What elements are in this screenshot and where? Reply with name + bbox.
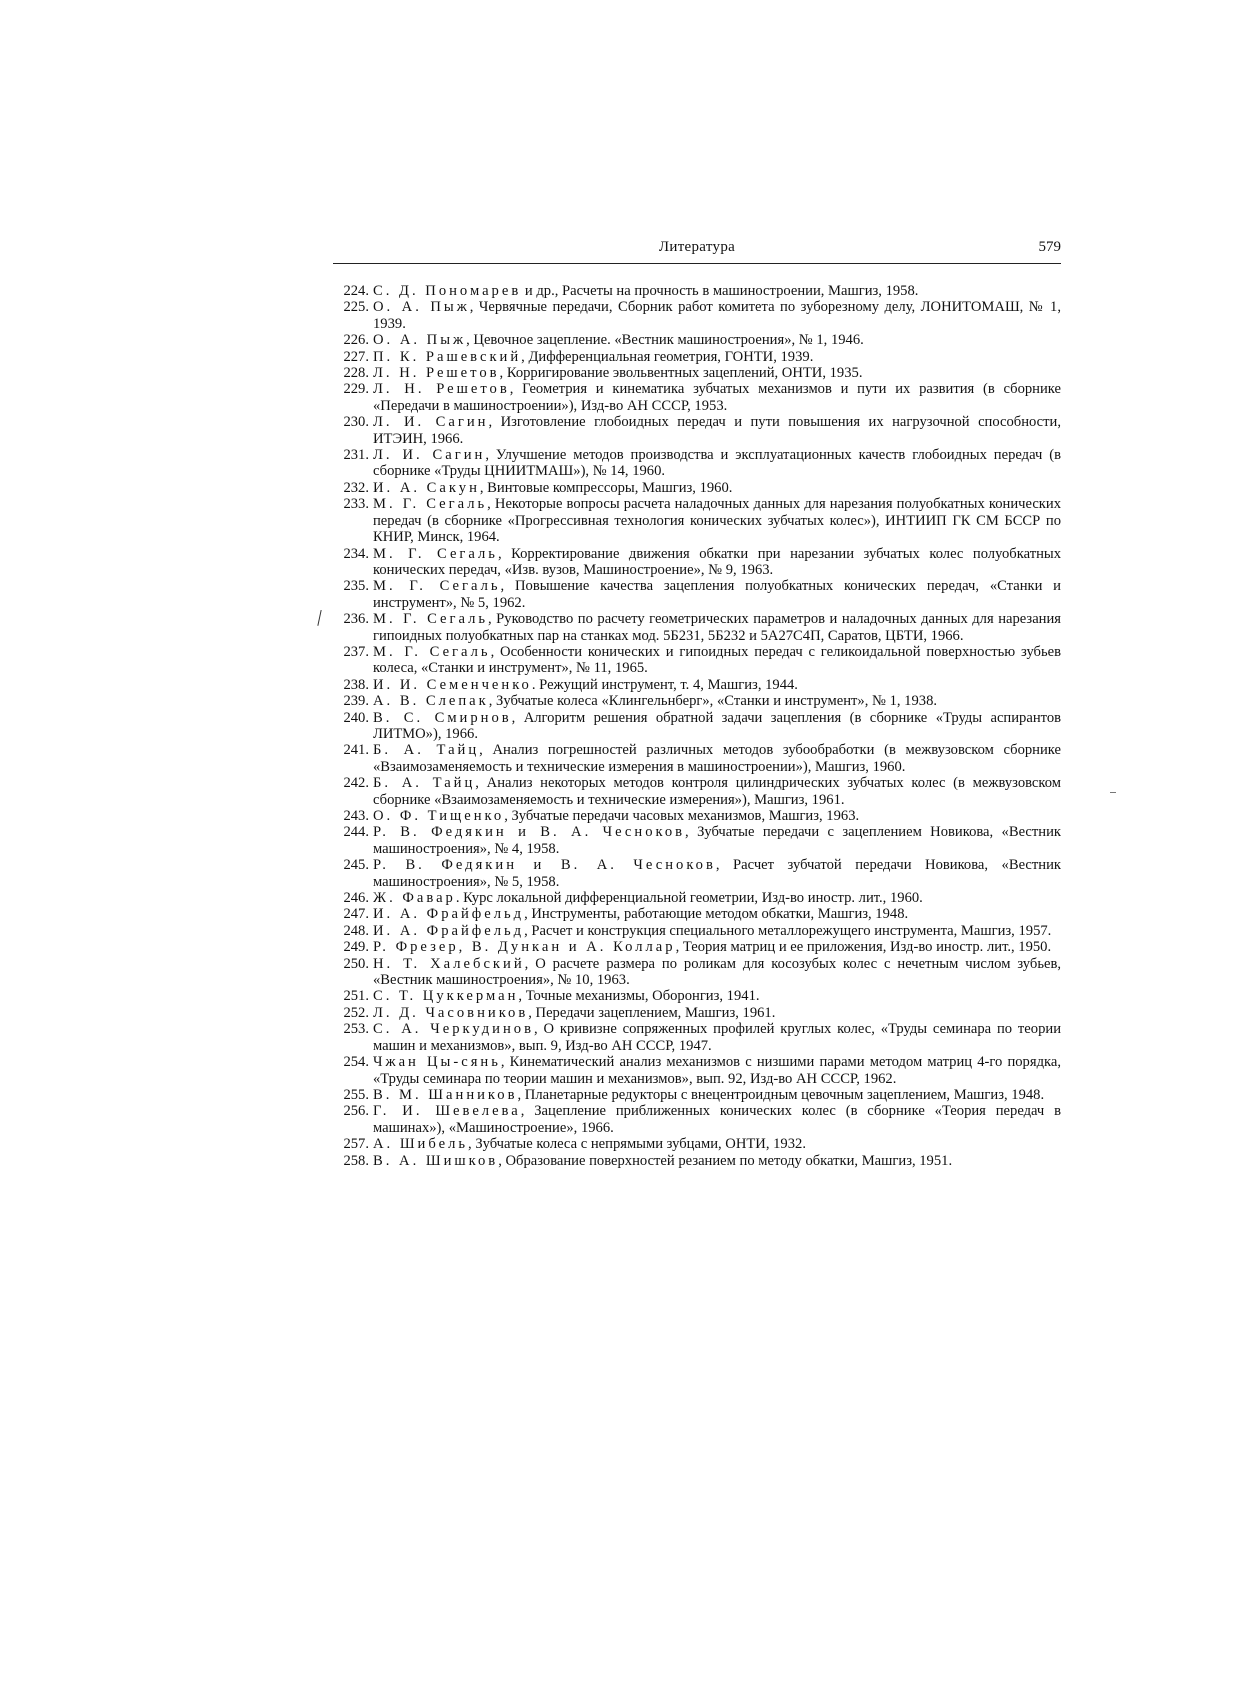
bibliography-entry bbox=[323, 742, 1061, 775]
entry-details: , Особенности конических и гипоидных передач с геликоидальной поверхностью зубьев колеса, «Станки и инструмент», № 11, 1965. bbox=[373, 643, 1061, 677]
entry-text bbox=[373, 578, 1061, 611]
entry-author: Н. Т. Халебский bbox=[373, 955, 525, 972]
entry-details: , Алгоритм решения обратной задачи зацепления (в сборнике «Труды аспирантов ЛИТМО»), 1966. bbox=[373, 709, 1062, 742]
entry-number: 250. bbox=[343, 955, 369, 972]
entry-number: 239. bbox=[343, 693, 369, 710]
entry-number: 256. bbox=[343, 1103, 369, 1120]
entry-text bbox=[373, 480, 1061, 496]
entry-author: С. Д. Пономарев bbox=[373, 283, 522, 299]
running-head bbox=[333, 239, 1061, 263]
entry-number: 248. bbox=[343, 922, 369, 939]
entry-details: , Инструменты, работающие методом обкатки, Машгиз, 1948. bbox=[524, 906, 909, 923]
entry-number: 245. bbox=[343, 857, 369, 874]
entry-details: , Точные механизмы, Оборонгиз, 1941. bbox=[518, 988, 760, 1005]
entry-number: 252. bbox=[343, 1004, 369, 1021]
entry-number: 227. bbox=[343, 348, 369, 365]
entry-details: , Дифференциальная геометрия, ГОНТИ, 1939. bbox=[521, 348, 814, 365]
entry-author: М. Г. Сегаль bbox=[373, 545, 498, 562]
entry-number: 229. bbox=[343, 381, 369, 398]
entry-details: , Передачи зацеплением, Машгиз, 1961. bbox=[528, 1004, 776, 1021]
entry-author: В. А. Шишков bbox=[373, 1152, 499, 1169]
page-number: 579 bbox=[1038, 239, 1061, 255]
entry-number: 232. bbox=[343, 479, 369, 496]
bibliography-entry bbox=[323, 824, 1061, 857]
entry-author: Л. Н. Решетов bbox=[373, 365, 500, 382]
entry-details: и др., Расчеты на прочность в машиностроении, Машгиз, 1958. bbox=[521, 283, 919, 299]
entry-author: О. Ф. Тищенко bbox=[373, 808, 505, 824]
entry-number: 253. bbox=[343, 1021, 369, 1038]
bibliography-entry bbox=[323, 496, 1061, 545]
entry-number: 228. bbox=[343, 365, 369, 382]
bibliography-entry bbox=[323, 644, 1061, 677]
entry-number: 230. bbox=[343, 414, 369, 431]
entry-details: , Анализ погрешностей различных методов зубообработки (в межвузовском сборнике «Взаимозаменяемость и технические измерения в машиностроении»), Машгиз, 1960. bbox=[373, 742, 1061, 775]
entry-number: 238. bbox=[343, 676, 369, 693]
entry-text bbox=[373, 775, 1061, 808]
entry-author: О. А. Пыж bbox=[373, 299, 470, 316]
entry-number: 249. bbox=[343, 939, 369, 956]
entry-text bbox=[373, 857, 1061, 890]
entry-number: 247. bbox=[343, 906, 369, 923]
entry-author: П. К. Рашевский bbox=[373, 348, 522, 365]
entry-text bbox=[373, 414, 1061, 447]
entry-text bbox=[373, 677, 1061, 693]
entry-number: 244. bbox=[343, 824, 369, 841]
entry-text bbox=[373, 447, 1061, 480]
entry-number: 237. bbox=[343, 643, 369, 660]
entry-number: 224. bbox=[343, 283, 369, 299]
entry-author: М. Г. Сегаль bbox=[373, 578, 501, 595]
entry-text bbox=[373, 611, 1061, 644]
entry-text bbox=[373, 1005, 1061, 1021]
margin-pencil-mark bbox=[317, 610, 322, 626]
entry-text bbox=[373, 365, 1061, 381]
entry-author: С. А. Черкудинов bbox=[373, 1021, 534, 1038]
entry-author: А. Шибель bbox=[373, 1136, 469, 1153]
entry-details: , Зубчатые колеса «Клингельнберг», «Станки и инструмент», № 1, 1938. bbox=[488, 693, 938, 710]
bibliography-entry bbox=[323, 1103, 1061, 1136]
bibliography-entry bbox=[323, 1153, 1061, 1169]
entry-text bbox=[373, 332, 1061, 348]
bibliography-entry bbox=[323, 578, 1061, 611]
bibliography-entry bbox=[323, 414, 1061, 447]
entry-details: , Геометрия и кинематика зубчатых механизмов и пути их развития (в сборнике «Передачи в машиностроении»), Изд-во АН СССР, 1953. bbox=[373, 381, 1061, 414]
bibliography-entry bbox=[323, 381, 1061, 414]
entry-number: 258. bbox=[343, 1152, 369, 1169]
bibliography-entry bbox=[323, 546, 1061, 579]
bibliography-entry bbox=[323, 1021, 1061, 1054]
entry-author: О. А. Пыж bbox=[373, 332, 467, 349]
bibliography-entry bbox=[323, 349, 1061, 365]
entry-author: М. Г. Сегаль bbox=[373, 611, 489, 628]
entry-number: 242. bbox=[343, 775, 369, 792]
bibliography-entry bbox=[323, 923, 1061, 939]
entry-details: . Курс локальной дифференциальной геометрии, Изд-во иностр. лит., 1960. bbox=[455, 890, 923, 907]
entry-author: Л. И. Сагин bbox=[373, 447, 486, 464]
entry-text bbox=[373, 381, 1061, 414]
entry-details: , Расчет зубчатой передачи Новикова, «Вестник машиностроения», № 5, 1958. bbox=[373, 857, 1061, 890]
entry-details: , Кинематический анализ механизмов с низшими парами методом матриц 4-го порядка, «Труды семинара по теории машин и механизмов», вып. 92, Изд-во АН СССР, 1962. bbox=[373, 1054, 1061, 1087]
bibliography-entry bbox=[323, 857, 1061, 890]
entry-number: 257. bbox=[343, 1136, 369, 1153]
bibliography-entry bbox=[323, 677, 1061, 693]
entry-text bbox=[373, 956, 1061, 989]
entry-number: 235. bbox=[343, 578, 369, 595]
entry-author: Б. А. Тайц bbox=[373, 742, 480, 759]
entry-number: 241. bbox=[343, 742, 369, 759]
entry-author: Ж. Фавар bbox=[373, 890, 456, 907]
bibliography-entry bbox=[323, 939, 1061, 955]
entry-text bbox=[373, 496, 1061, 545]
entry-details: , О расчете размера по роликам для косозубых колес с нечетным числом зубьев, «Вестник машиностроения», № 10, 1963. bbox=[373, 955, 1061, 989]
entry-number: 234. bbox=[343, 545, 369, 562]
entry-number: 243. bbox=[343, 808, 369, 824]
margin-dash-mark bbox=[1110, 792, 1116, 793]
entry-number: 231. bbox=[343, 447, 369, 464]
bibliography-entry bbox=[323, 988, 1061, 1004]
bibliography-entry bbox=[323, 808, 1061, 824]
entry-author: М. Г. Сегаль bbox=[373, 643, 491, 660]
entry-text bbox=[373, 1103, 1061, 1136]
entry-details: , Изготовление глобоидных передач и пути повышения их нагрузочной способности, ИТЭИН, 1966. bbox=[373, 414, 1061, 447]
entry-author: И. А. Фрайфельд bbox=[373, 922, 525, 939]
bibliography-entry bbox=[323, 775, 1061, 808]
entry-text bbox=[373, 710, 1061, 743]
entry-details: , Цевочное зацепление. «Вестник машиностроения», № 1, 1946. bbox=[466, 332, 864, 349]
entry-text bbox=[373, 890, 1061, 906]
bibliography-entry bbox=[323, 332, 1061, 348]
entry-author: А. В. Слепак bbox=[373, 693, 489, 710]
bibliography-entry bbox=[323, 611, 1061, 644]
bibliography-entry bbox=[323, 906, 1061, 922]
entry-author: Л. Д. Часовников bbox=[373, 1004, 529, 1021]
entry-number: 236. bbox=[343, 611, 369, 628]
entry-details: , Планетарные редукторы с внецентроидным цевочным зацеплением, Машгиз, 1948. bbox=[517, 1086, 1045, 1103]
page-title: Литература bbox=[658, 239, 736, 255]
entry-author: И. А. Сакун bbox=[373, 479, 480, 496]
bibliography-entry bbox=[323, 299, 1061, 332]
entry-text bbox=[373, 939, 1061, 955]
entry-details: , Зубчатые передачи часовых механизмов, Машгиз, 1963. bbox=[504, 808, 860, 824]
entry-details: , Червячные передачи, Сборник работ комитета по зуборезному делу, ЛОНИТОМАШ, № 1, 1939. bbox=[373, 299, 1061, 332]
entry-details: , Руководство по расчету геометрических параметров и наладочных данных для нарезания гипоидных полуобкатных пар на станках мод. 5Б231, 5Б232 и 5А27С4П, Саратов, ЦБТИ, 1966. bbox=[373, 611, 1062, 644]
entry-text bbox=[373, 988, 1061, 1004]
entry-text bbox=[373, 283, 1061, 299]
entry-details: , Зубчатые передачи с зацеплением Новикова, «Вестник машиностроения», № 4, 1958. bbox=[373, 824, 1061, 857]
bibliography-entry bbox=[323, 447, 1061, 480]
entry-author: В. М. Шанников bbox=[373, 1086, 518, 1103]
entry-text bbox=[373, 1021, 1061, 1054]
entry-text bbox=[373, 349, 1061, 365]
entry-author: Р. В. Федякин и В. А. Чесноков bbox=[373, 824, 686, 841]
bibliography-entry bbox=[323, 710, 1061, 743]
entry-details: , Улучшение методов производства и эксплуатационных качеств глобоидных передач (в сборнике «Труды ЦНИИТМАШ»), № 14, 1960. bbox=[373, 447, 1061, 480]
entry-number: 246. bbox=[343, 890, 369, 907]
bibliography-list bbox=[323, 283, 1061, 1169]
entry-text bbox=[373, 644, 1061, 677]
entry-number: 240. bbox=[343, 709, 369, 726]
entry-details: . Режущий инструмент, т. 4, Машгиз, 1944. bbox=[531, 676, 798, 693]
bibliography-entry bbox=[323, 1054, 1061, 1087]
entry-details: , Повышение качества зацепления полуобкатных конических передач, «Станки и инструмент», № 5, 1962. bbox=[373, 578, 1061, 611]
bibliography-entry bbox=[323, 1087, 1061, 1103]
entry-text bbox=[373, 742, 1061, 775]
entry-text bbox=[373, 1087, 1061, 1103]
entry-author: Р. Фрезер, В. Дункан и А. Коллар bbox=[373, 939, 676, 956]
entry-author: Л. Н. Решетов bbox=[373, 381, 510, 398]
entry-details: , Образование поверхностей резанием по методу обкатки, Машгиз, 1951. bbox=[498, 1152, 953, 1169]
entry-details: , Теория матриц и ее приложения, Изд-во иностр. лит., 1950. bbox=[675, 939, 1052, 956]
entry-number: 233. bbox=[343, 496, 369, 513]
entry-details: , Корректирование движения обкатки при нарезании зубчатых колес полуобкатных конических передач, «Изв. вузов, Машиностроение», № 9, 1963. bbox=[373, 545, 1061, 578]
header-rule bbox=[333, 263, 1061, 264]
entry-author: Л. И. Сагин bbox=[373, 414, 489, 431]
entry-details: , Расчет и конструкция специального металлорежущего инструмента, Машгиз, 1957. bbox=[524, 922, 1052, 939]
bibliography-entry bbox=[323, 956, 1061, 989]
entry-details: , Корригирование эвольвентных зацеплений, ОНТИ, 1935. bbox=[499, 365, 863, 382]
entry-number: 226. bbox=[343, 332, 369, 349]
bibliography-entry bbox=[323, 693, 1061, 709]
entry-text bbox=[373, 808, 1061, 824]
bibliography-entry bbox=[323, 1005, 1061, 1021]
entry-number: 225. bbox=[343, 299, 369, 316]
bibliography-entry bbox=[323, 890, 1061, 906]
entry-text bbox=[373, 546, 1061, 579]
entry-number: 255. bbox=[343, 1086, 369, 1103]
entry-number: 254. bbox=[343, 1054, 369, 1071]
entry-author: Б. А. Тайц bbox=[373, 775, 476, 792]
bibliography-entry bbox=[323, 480, 1061, 496]
entry-details: , Анализ некоторых методов контроля цилиндрических зубчатых колес (в межвузовском сборнике «Взаимозаменяемость и технические измерения»), Машгиз, 1961. bbox=[373, 775, 1061, 808]
entry-text bbox=[373, 299, 1061, 332]
entry-author: М. Г. Сегаль bbox=[373, 496, 488, 513]
entry-author: И. А. Фрайфельд bbox=[373, 906, 525, 923]
entry-text bbox=[373, 1054, 1061, 1087]
entry-text bbox=[373, 906, 1061, 922]
entry-details: , Зубчатые колеса с непрямыми зубцами, ОНТИ, 1932. bbox=[468, 1136, 806, 1153]
entry-text bbox=[373, 693, 1061, 709]
bibliography-entry bbox=[323, 283, 1061, 299]
entry-author: Г. И. Шевелева bbox=[373, 1103, 521, 1120]
entry-text bbox=[373, 923, 1061, 939]
entry-text bbox=[373, 1153, 1061, 1169]
entry-author: С. Т. Цуккерман bbox=[373, 988, 519, 1005]
bibliography-entry bbox=[323, 1136, 1061, 1152]
entry-author: Чжан Цы-сянь bbox=[373, 1054, 501, 1071]
entry-details: , Некоторые вопросы расчета наладочных данных для нарезания полуобкатных конических передач (в сборнике «Прогрессивная технология конических зубчатых колес»), ИНТИИП ГК СМ БССР по КНИР, Минск, 1964. bbox=[373, 496, 1061, 546]
entry-author: В. С. Смирнов bbox=[373, 709, 512, 726]
bibliography-entry bbox=[323, 365, 1061, 381]
entry-author: И. И. Семенченко bbox=[373, 676, 532, 693]
entry-number: 251. bbox=[343, 988, 369, 1005]
entry-text bbox=[373, 1136, 1061, 1152]
entry-text bbox=[373, 824, 1061, 857]
entry-details: , Винтовые компрессоры, Машгиз, 1960. bbox=[479, 479, 733, 496]
entry-details: , О кривизне сопряженных профилей круглых колес, «Труды семинара по теории машин и механизмов», вып. 9, Изд-во АН СССР, 1947. bbox=[373, 1021, 1061, 1054]
entry-details: , Зацепление приближенных конических колес (в сборнике «Теория передач в машинах»), «Машиностроение», 1966. bbox=[373, 1103, 1062, 1136]
entry-author: Р. В. Федякин и В. А. Чесноков bbox=[373, 857, 716, 874]
